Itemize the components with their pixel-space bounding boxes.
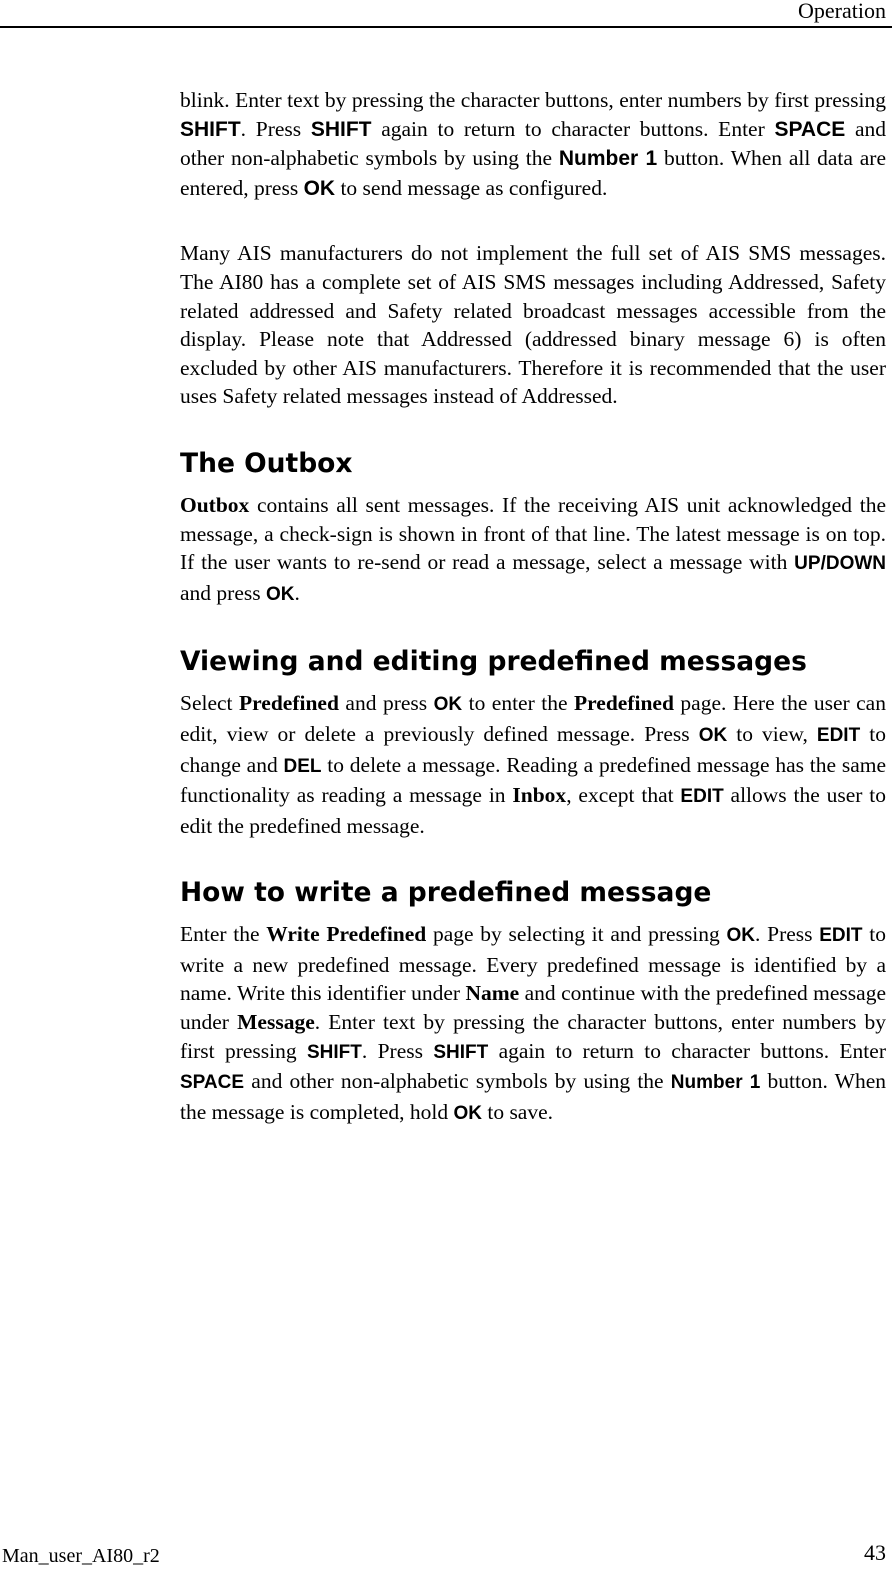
- text-run: to enter the: [462, 691, 574, 716]
- text-run: to change and: [180, 721, 886, 777]
- key-up-down: UP/DOWN: [794, 553, 886, 575]
- key-ok: OK: [303, 176, 336, 200]
- heading-outbox: The Outbox: [180, 447, 353, 479]
- key-edit: EDIT: [680, 786, 724, 808]
- key-ok: OK: [265, 583, 295, 605]
- heading-write-predefined: How to write a predefined message: [180, 877, 712, 909]
- text-run: .: [294, 580, 300, 605]
- text-run: . Enter text by pressing the character buttons, enter numbers by first pressing: [180, 1010, 886, 1063]
- text-run: page. Here the user can edit, view or delete a previously defined message. Press: [180, 691, 886, 746]
- text-run: to view,: [727, 721, 817, 746]
- text-run: and other non-alphabetic symbols by using the: [244, 1069, 671, 1094]
- running-header-title: Operation: [798, 0, 886, 23]
- key-del: DEL: [283, 755, 322, 777]
- text-run: again to return to character buttons. Enter: [488, 1038, 886, 1063]
- footer-document-id: Man_user_AI80_r2: [2, 1545, 160, 1567]
- term-outbox: Outbox: [180, 492, 250, 517]
- key-space: SPACE: [774, 117, 846, 141]
- key-edit: EDIT: [819, 925, 863, 947]
- key-ok: OK: [433, 694, 463, 716]
- text-run: to save.: [481, 1099, 554, 1124]
- text-run: , except that: [566, 783, 681, 808]
- key-space: SPACE: [180, 1072, 245, 1094]
- text-run: button. When the message is completed, hold: [180, 1069, 886, 1124]
- paragraph-viewing-predefined: [180, 689, 886, 840]
- paragraph-message-entry: [180, 86, 886, 203]
- paragraph-write-predefined: [180, 920, 886, 1128]
- term-name: Name: [465, 981, 520, 1006]
- header-rule: [0, 26, 892, 28]
- text-run: . Press: [240, 116, 311, 141]
- page-content: [180, 86, 886, 1128]
- text-run: button. When all data are entered, press: [180, 146, 887, 200]
- heading-viewing-predefined: Viewing and editing predefined messages: [180, 646, 807, 678]
- term-predefined: Predefined: [574, 691, 674, 716]
- text-run: . Press: [361, 1038, 434, 1063]
- key-ok: OK: [698, 724, 728, 746]
- text-run: again to return to character buttons. Enter: [371, 116, 775, 141]
- key-shift: SHIFT: [306, 1041, 362, 1063]
- text-run: . Press: [755, 922, 820, 947]
- text-run: to send message as configured.: [335, 175, 608, 200]
- text-run: blink. Enter text by pressing the character buttons, enter numbers by first pressing: [180, 88, 886, 112]
- key-number-1: Number 1: [558, 147, 658, 171]
- text-run: allows the user to edit the predefined message.: [180, 783, 887, 838]
- text-run: contains all sent messages. If the receiving AIS unit acknowledged the message, a check-sign is shown in front of that line. The latest message is on top. If the user wants to re-send or read a message, select a message with: [180, 492, 886, 575]
- paragraph-outbox: [180, 491, 886, 609]
- text-run: Enter the: [180, 922, 267, 947]
- key-number-1: Number 1: [670, 1072, 761, 1094]
- term-inbox: Inbox: [512, 783, 567, 808]
- text-run: and continue with the predefined message under: [180, 981, 886, 1035]
- key-shift: SHIFT: [433, 1041, 489, 1063]
- text-run: and press: [338, 691, 434, 716]
- text-run: to delete a message. Reading a predefined message has the same functionality as reading a message in: [180, 752, 886, 808]
- text-run: and press: [180, 580, 266, 605]
- key-shift: SHIFT: [180, 117, 241, 141]
- term-message: Message: [237, 1010, 315, 1035]
- footer-page-number: 43: [864, 1540, 886, 1565]
- text-run: and other non-alphabetic symbols by using the: [180, 116, 886, 171]
- term-write-predefined: Write Predefined: [266, 922, 427, 947]
- text-run: to write a new predefined message. Every predefined message is identified by a name. Write this identifier under: [180, 922, 886, 1006]
- text-run: Select: [180, 691, 240, 716]
- key-ok: OK: [726, 925, 756, 947]
- text-run: page by selecting it and pressing: [426, 922, 727, 947]
- term-predefined: Predefined: [239, 691, 339, 716]
- key-ok: OK: [453, 1102, 482, 1124]
- key-shift: SHIFT: [310, 117, 372, 141]
- key-edit: EDIT: [816, 724, 861, 746]
- paragraph-ais-sms: Many AIS manufacturers do not implement the full set of AIS SMS messages. The AI80 has a complete set of AIS SMS messages including Addressed, Safety related addressed and Safety related broadcast messages accessible from the display. Please note that Addressed (addressed binary message 6) is often excluded by other AIS manufacturers. Therefore it is recommended that the user uses Safety related messages instead of Addressed.: [180, 241, 886, 409]
